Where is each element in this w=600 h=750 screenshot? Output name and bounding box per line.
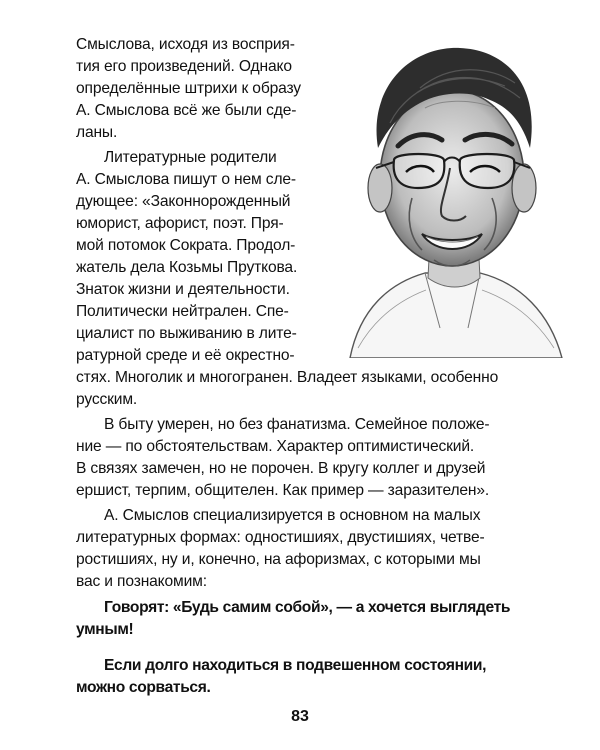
text-line: ростишиях, ну и, конечно, на афоризмах, с которыми мы [76,551,481,568]
text-line: тия его произведений. Однако [76,58,292,75]
text-line: циалист по выживанию в лите- [76,325,297,342]
text-line: мой потомок Сократа. Продол- [76,237,296,254]
text-line: ние — по обстоятельствам. Характер оптимистический. [76,438,475,455]
text-line: русским. [76,391,138,408]
text-line: Знаток жизни и деятельности. [76,281,290,298]
aphorism-line: можно сорваться. [76,679,211,696]
text-line: В быту умерен, но без фанатизма. Семейное положе- [104,416,490,433]
aphorism-line: Говорят: «Будь самим собой», — а хочется выглядеть [104,599,511,616]
text-line: А. Смыслова всё же были сде- [76,102,297,119]
aphorism-line: умным! [76,621,134,638]
text-line: литературных формах: одностишиях, двустишиях, четве- [76,529,485,546]
text-line: дующее: «Законнорожденный [76,193,291,210]
text-line: ратурной среде и её окрестно- [76,347,295,364]
aphorism-line: Если долго находиться в подвешенном состоянии, [104,657,487,674]
text-line: определённые штрихи к образу [76,80,301,97]
portrait-illustration [330,28,570,358]
text-line: юморист, афорист, поэт. Пря- [76,215,284,232]
text-line: жатель дела Козьмы Пруткова. [76,259,298,276]
text-line: В связях замечен, но не порочен. В кругу коллег и друзей [76,460,486,477]
text-line: Литературные родители [104,149,277,166]
text-line: А. Смыслов специализируется в основном на малых [104,507,481,524]
text-line: ершист, терпим, общителен. Как пример — заразителен». [76,482,490,499]
page-number: 83 [291,708,309,725]
text-line: Политически нейтрален. Спе- [76,303,289,320]
text-line: Смыслова, исходя из восприя- [76,36,295,53]
text-line: вас и познакомим: [76,573,207,590]
text-line: ланы. [76,124,118,141]
text-line: стях. Многолик и многогранен. Владеет языками, особенно [76,369,499,386]
text-line: А. Смыслова пишут о нем сле- [76,171,296,188]
